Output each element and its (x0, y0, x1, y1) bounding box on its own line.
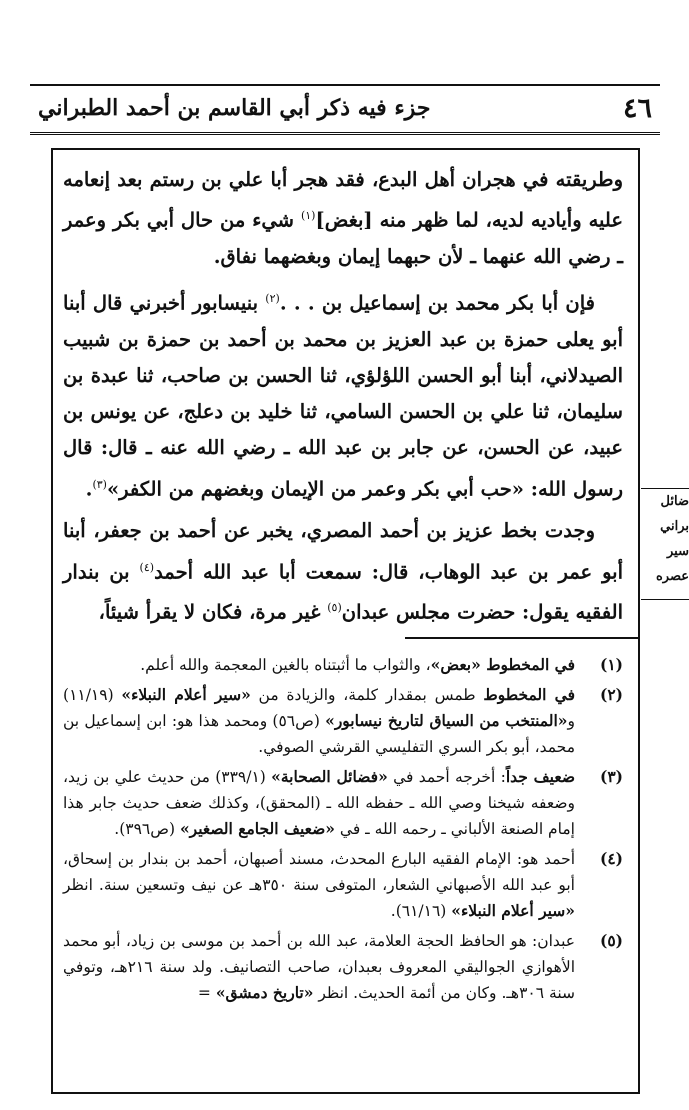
bold-text: في المخطوط «بعض» (430, 655, 575, 674)
gloss-line: براني (660, 519, 689, 534)
footnote (63, 652, 623, 678)
bold-text: «المنتخب من السياق لتاريخ نيسابور» (325, 711, 568, 730)
text-run: . (85, 477, 93, 501)
text-run: (ص٥٦) ومحمد هذا هو: ابن إسماعيل بن محمد، أبو بكر السري التفليسي القرشي الصوفي. (63, 712, 575, 756)
bold-text: «سير أعلام النبلاء» (121, 685, 251, 704)
footnote (63, 846, 623, 924)
running-title: جزء فيه ذكر أبي القاسم بن أحمد الطبراني (38, 95, 431, 121)
footnote (63, 682, 623, 760)
footnote-ref: (١) (300, 209, 316, 223)
text-run: ، والثواب ما أثبتناه بالغين المعجمة والله أعلم. (140, 656, 431, 674)
bold-text: «فضائل الصحابة» (271, 767, 388, 786)
text-run: (٦١/١٦). (390, 902, 452, 920)
text-run: عبدان: هو الحافظ الحجة العلامة، عبد الله بن أحمد بن موسى بن زياد، أبو محمد الأهوازي الجواليقي المعروف بعبدان، صاحب التصانيف. ولد سنة ٢١٦هـ، وتوفي سنة ٣٠٦هـ. وكان من أئمة الحديث. انظر (63, 932, 576, 1002)
body-paragraph (63, 513, 623, 631)
body-paragraph (63, 162, 623, 275)
text-run: أحمد هو: الإمام الفقيه البارع المحدث، مسند أصبهان، أحمد بن بندار بن إسحاق، أبو عبد الله الأصبهاني الشعار، المتوفى سنة ٣٥٠هـ عن نيف وتسعين سنة. انظر (63, 850, 575, 894)
footnote-ref: (٢) (265, 292, 280, 306)
bold-text: «سير أعلام النبلاء» (451, 901, 575, 920)
text-run: غير مرة، فكان لا يقرأ شيئاً، (98, 600, 328, 624)
text-run: (٣٣٩/١) من حديث علي بن زيد، وضعفه شيخنا وصي الله ـ حفظه الله ـ (المحقق)، وكذلك ضعف حديث جابر هذا إمام الصنعة الألباني ـ رحمه الله ـ في (63, 768, 575, 838)
text-run: طمس بمقدار كلمة، والزيادة من (250, 686, 484, 704)
margin-gloss (641, 488, 689, 600)
text-run: وطريقته في هجران أهل البدع، فقد هجر أبا علي بن رستم بعد إنعامه عليه وأياديه لديه، لما ظهر منه [بغض] (63, 168, 623, 232)
footnote-number: (١) (599, 655, 623, 674)
text-run: : أخرجه أحمد في (387, 768, 506, 786)
gloss-line: سير (667, 544, 689, 559)
footnote-number: (٥) (599, 931, 623, 950)
footnote (63, 764, 623, 842)
footnote-ref: (٤) (139, 560, 155, 574)
page-number: ٤٦ (622, 93, 652, 124)
text-run: وجدت بخط عزيز بن أحمد المصري، يخبر عن أحمد بن جعفر، أبنا أبو عمر بن عبد الوهاب، قال: سمعت أبا عبد الله أحمد (63, 519, 623, 584)
running-header (30, 84, 660, 135)
bold-text: «تاريخ دمشق» (215, 983, 314, 1002)
bold-text: «ضعيف الجامع الصغير» (179, 819, 335, 838)
main-text (63, 162, 623, 624)
gloss-line: ضائل (660, 494, 689, 509)
footnote-ref: (٣) (92, 477, 107, 491)
text-run: فإن أبا بكر محمد بن إسماعيل بن . . . (279, 291, 595, 315)
bold-text: ضعيف جداً (505, 767, 575, 786)
body-paragraph (63, 281, 623, 507)
footnote-number: (٤) (599, 849, 623, 868)
footnote-ref: (٥) (327, 601, 342, 615)
bold-text: في المخطوط (483, 685, 575, 704)
text-run: = (197, 984, 216, 1002)
gloss-line: عصره (655, 569, 689, 584)
text-run: بن بندار الفقيه يقول: حضرت مجلس عبدان (63, 560, 623, 624)
footnote-number: (٢) (599, 685, 623, 704)
text-run: شيء من حال أبي بكر وعمر ـ رضي الله عنهما ـ لأن حبهما إيمان وبغضهما نفاق. (63, 208, 623, 268)
footnote-number: (٣) (599, 767, 623, 786)
footnotes (63, 652, 623, 1010)
footnote (63, 928, 623, 1006)
footnote-separator (405, 637, 640, 639)
text-run: (١١/١٩) و (63, 686, 575, 730)
text-run: بنيسابور أخبرني قال أبنا أبو يعلى حمزة بن عبد العزيز بن محمد بن أحمد بن حمزة بن شبيب الصيدلاني، أبنا أبو الحسن اللؤلؤي، ثنا الحسن بن صاحب، ثنا عبدة بن سليمان، ثنا علي بن الحسن السامي، ثنا خليد بن دعلج، عن يونس بن عبيد، عن الحسن، عن جابر بن عبد الله ـ رضي الله عنه ـ قال: قال رسول الله: «حب أبي بكر وعمر من الإيمان وبغضهم من الكفر» (63, 291, 623, 501)
text-run: (ص٣٩٦). (114, 820, 180, 838)
